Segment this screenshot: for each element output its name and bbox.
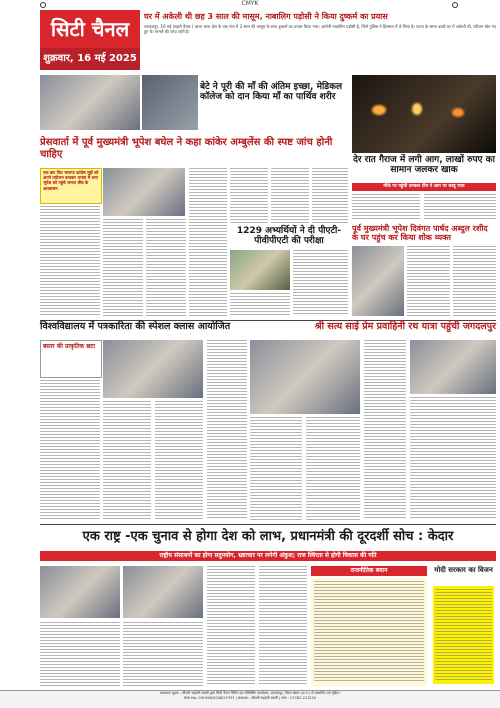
- story1-photo: [40, 75, 140, 130]
- band1-photo-1: [103, 340, 203, 398]
- side-box: [40, 340, 102, 378]
- band1-column-5: [250, 417, 302, 520]
- band1-left-headline: विश्वविद्यालय में पत्रकारिता की स्पेशल क्लास आयोजित: [40, 321, 231, 332]
- cmyk-label: CMYK: [241, 0, 259, 7]
- band1-right-headline: श्री सत्य साई प्रेम प्रवाहिनी रथ यात्रा पहुंची जगदलपुर: [314, 321, 496, 332]
- lead-body: जगदलपुर, 16 मई (सहसे चैनल ) दरभा थाना क्षेत्र के एक गांव में 3 साल की मासूम के साथ दुष्कर्म का प्रयास किया गया। आरोपी नाबालिग पड़ोसी है, जिसे पुलिस ने हिरासत में ले लिया है। घटना के समय बच्ची घर में अकेली थी, परिजन खेत गए हुए थे। मामले की जांच जारी है।: [144, 24, 496, 35]
- masthead-date: शुक्रवार, 16 मई 2025: [40, 48, 140, 70]
- right-column-text: [435, 589, 492, 681]
- story2-column-2: [424, 194, 496, 220]
- story3-pullquote: एक बार फिर भाजपा कांग्रेस मुद्दों को अपने प्रयोजन बनाकर जनता में लाए भूपेश को पहुंचे जनता बीच के आश्वासन: [43, 170, 99, 191]
- story3-headline: प्रेसवार्ता में पूर्व मुख्यमंत्री भूपेश बघेल ने कहा कांकेर अम्बुलेंस की स्पष्ट जांच होनी चाहिए: [40, 137, 333, 160]
- band2-column-1: [40, 622, 120, 686]
- story3-pullquote-box: [40, 168, 102, 204]
- imprint-line-2: RNI No. CHHHIN/2008/25793 | संपादक : श्रीमती सहदेवी स्वामी | फोन : 07782-221234: [184, 696, 316, 700]
- right-column-highlight: [433, 586, 494, 684]
- story5-column-2: [453, 246, 496, 316]
- band2-headline: एक राष्ट्र -एक चुनाव से होगा देश को लाभ, प्रधानमंत्री की दूरदर्शी सोच : केदार: [82, 529, 454, 544]
- editorial-title: राजनीतिक बयान: [311, 566, 427, 576]
- band2-photo-2: [123, 566, 203, 618]
- right-column: [431, 566, 496, 686]
- band2-column-3: [207, 566, 255, 686]
- lead-headline: घर में अकेली थी छह 3 साल की मासूम, नाबालिग पड़ोसी ने किया दुष्कर्म का प्रयास: [144, 12, 388, 21]
- story3-column-5: [230, 168, 268, 223]
- registration-mark-icon: [452, 2, 458, 8]
- story4-column-2: [230, 293, 290, 316]
- right-column-title: मोदी सरकार का विजन: [434, 566, 493, 574]
- story2-subhead: मौके पर पहुंची दमकल टीम ने आग पर काबू पाया: [352, 183, 496, 191]
- imprint-line-1: प्रकाशक मुद्रक : श्रीमती सहदेवी स्वामी द्वारा सिटी चैनल प्रिंटिंग एंड पब्लिशिंग कार्यालय, जगदलपुर, जिला बस्तर (छ.ग.) से प्रकाशित एवं मुद्रित।: [160, 691, 340, 695]
- editorial-text: [314, 581, 424, 683]
- band1-column-2: [103, 401, 151, 520]
- band1-photo-2: [250, 340, 360, 414]
- story3-column-3: [146, 219, 186, 316]
- imprint-footer: [0, 690, 500, 708]
- story3-column-4: [189, 168, 227, 316]
- band1-column-1: [40, 380, 100, 520]
- band1-column-8: [410, 397, 496, 520]
- story2-fire-photo: [352, 75, 496, 153]
- story5-column-1: [407, 246, 450, 316]
- story5-photo: [352, 246, 404, 316]
- story4-headline: 1229 अभ्यर्थियों ने दी पीएटी-पीवीपीएटी की परीक्षा: [236, 226, 342, 247]
- band2-subhead: राष्ट्रीय संसाधनों का होगा सदुपयोग, भ्रष्टाचार पर लगेगी अंकुश; राज स्थिरता से होगी विकास की गति: [40, 551, 496, 561]
- band1-column-7: [364, 340, 406, 520]
- side-box-title: बस्तर की प्राकृतिक छटा: [43, 343, 96, 350]
- lead-story: [144, 12, 496, 35]
- story4-column-1: [293, 250, 348, 316]
- story2-headline: देर रात गैराज में लगी आग, लाखों रुपए का सामान जलकर खाक: [353, 155, 495, 176]
- band1-column-6: [306, 417, 360, 520]
- story5-headline: पूर्व मुख्यमंत्री भूपेश दिवंगत पार्षद अब्दुल रशीद के घर पहुंच कर किया शोक व्यक्त: [352, 224, 488, 243]
- story3-column-6: [271, 168, 309, 223]
- masthead-title: सिटी चैनल: [40, 10, 140, 48]
- section-divider: [40, 524, 496, 525]
- story1-photo-2: [142, 75, 198, 130]
- band1-photo-3: [410, 340, 496, 394]
- story3-column-2: [103, 219, 143, 316]
- story1-headline: बेटे ने पूरी की माँ की अंतिम इच्छा, मेडिकल कॉलेज को दान किया माँ का पार्थिव शरीर: [200, 82, 343, 103]
- story3-column-1: [40, 206, 100, 316]
- band2-column-4: [259, 566, 307, 686]
- band1-column-3: [155, 401, 203, 520]
- band2-column-2: [123, 622, 203, 686]
- band1-column-4: [207, 340, 247, 520]
- band2-photo-1: [40, 566, 120, 618]
- top-color-bar: [0, 0, 500, 10]
- story2-column-1: [352, 194, 420, 220]
- editorial-box: [311, 578, 427, 686]
- story3-column-7: [312, 168, 348, 223]
- registration-mark-icon: [40, 2, 46, 8]
- story4-photo: [230, 250, 290, 290]
- story3-photo: [103, 168, 185, 216]
- masthead: [40, 10, 140, 70]
